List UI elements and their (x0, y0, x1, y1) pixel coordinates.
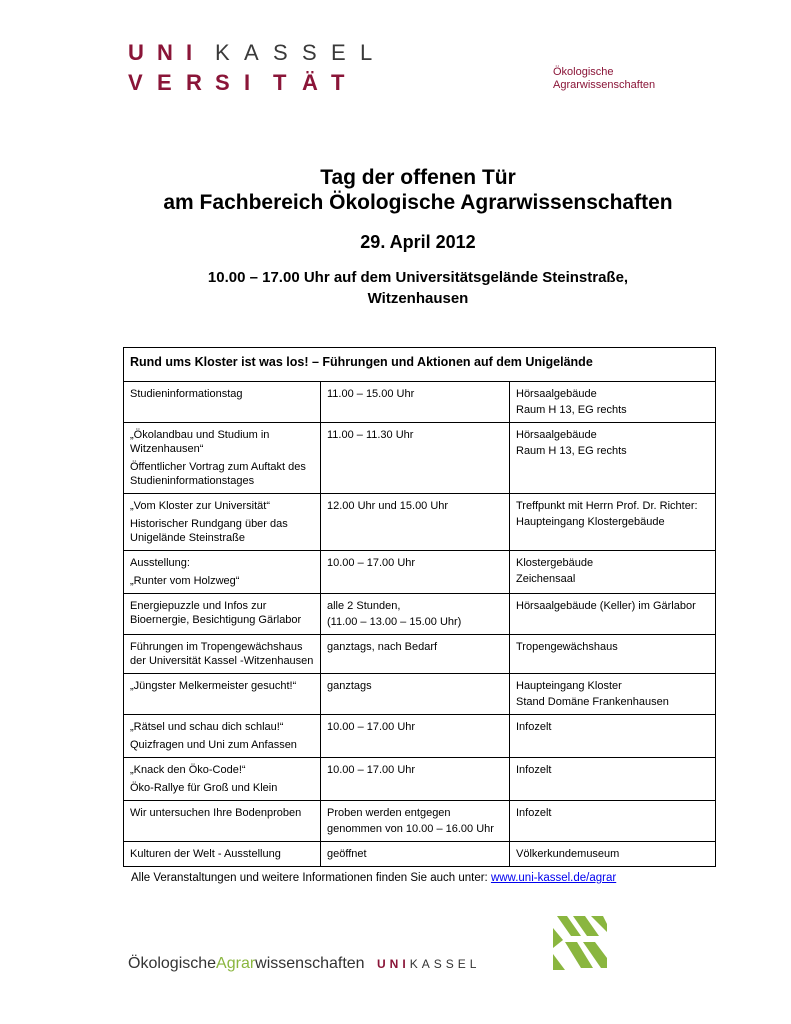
location-cell-line: Haupteingang Klostergebäude (516, 516, 665, 528)
leaf-logo-icon (551, 914, 609, 972)
logo-letter: A (244, 40, 259, 65)
table-row (124, 494, 716, 551)
website-link[interactable]: www.uni-kassel.de/agrar (490, 872, 617, 884)
table-header-row (124, 348, 716, 382)
location-cell-line: Hörsaalgebäude (516, 429, 597, 441)
activity-cell-line: „Jüngster Melkermeister gesucht!“ (130, 680, 297, 692)
logo-row-2 (128, 70, 360, 96)
location-cell-line: Infozelt (516, 807, 552, 819)
location-cell (510, 758, 716, 801)
logo-letter: S (302, 40, 317, 65)
activity-cell-line: „Vom Kloster zur Universität“ (130, 500, 270, 512)
activity-cell-line: Wir untersuchen Ihre Bodenproben (130, 807, 302, 819)
logo-letter: T (273, 70, 287, 95)
location-cell-line: Haupteingang Kloster (516, 680, 622, 692)
time-cell (321, 382, 510, 423)
time-cell (321, 715, 510, 758)
faculty-line-2: Agrarwissenschaften (553, 79, 656, 91)
location-cell (510, 551, 716, 594)
activity-cell-line: Studieninformationstag (130, 388, 243, 400)
activity-cell (124, 594, 321, 635)
table-row (124, 674, 716, 715)
faculty-footer-logo (128, 955, 480, 973)
time-cell (321, 674, 510, 715)
activity-cell (124, 842, 321, 867)
table-row (124, 758, 716, 801)
logo-letter: I (244, 70, 251, 95)
activity-cell-line: Öffentlicher Vortrag zum Auftakt des Studieninformationstages (130, 461, 306, 487)
location-cell-line: Völkerkundemuseum (516, 848, 620, 860)
activity-cell-line: „Runter vom Holzweg“ (130, 575, 240, 587)
time-cell (321, 758, 510, 801)
logo-letter: S (215, 70, 230, 95)
logo-kassel: KASSEL (409, 957, 481, 971)
footer-info (131, 872, 616, 884)
logo-letter: N (157, 40, 173, 65)
logo-row-1 (128, 40, 389, 66)
time-cell (321, 635, 510, 674)
activity-cell-line: Energiepuzzle und Infos zur Bioernergie, Besichtigung Gärlabor (130, 600, 302, 626)
page-subtitle: am Fachbereich Ökologische Agrarwissenschaften (163, 191, 673, 214)
time-cell-line: genommen von 10.00 – 16.00 Uhr (327, 823, 494, 835)
table-row (124, 842, 716, 867)
location-cell-line: Klostergebäude (516, 557, 594, 569)
time-cell-line: ganztags (327, 680, 372, 692)
page-title: Tag der offenen Tür (320, 166, 516, 189)
logo-letter: I (186, 40, 193, 65)
location-cell (510, 674, 716, 715)
activity-cell-line: Historischer Rundgang über das Unigelände Steinstraße (130, 518, 288, 544)
logo-letter: S (273, 40, 288, 65)
table-header: Rund ums Kloster ist was los! – Führungen und Aktionen auf dem Unigelände (124, 348, 716, 382)
location-cell (510, 494, 716, 551)
table-row (124, 551, 716, 594)
table-row (124, 423, 716, 494)
activity-cell-line: Öko-Rallye für Groß und Klein (130, 782, 278, 794)
faculty-name (553, 66, 655, 92)
activity-cell (124, 715, 321, 758)
faculty-line-1: Ökologische (553, 66, 614, 78)
activity-cell (124, 494, 321, 551)
logo-word-2: Agrar (216, 955, 256, 972)
time-cell-line: 11.00 – 11.30 Uhr (327, 429, 414, 441)
logo-word-3: wissenschaften (255, 955, 365, 972)
location-cell-line: Tropengewächshaus (516, 641, 618, 653)
table-row (124, 382, 716, 423)
logo-letter: E (157, 70, 172, 95)
activity-cell-line: Kulturen der Welt - Ausstellung (130, 848, 281, 860)
location-cell-line: Hörsaalgebäude (516, 388, 597, 400)
activity-cell (124, 551, 321, 594)
footer-text: Alle Veranstaltungen und weitere Informationen finden Sie auch unter: (131, 872, 491, 884)
activity-cell-line: „Ökolandbau und Studium in Witzenhausen“ (130, 429, 270, 455)
logo-word-1: Ökologische (128, 955, 217, 972)
event-date: 29. April 2012 (360, 232, 476, 252)
activity-cell-line: Führungen im Tropengewächshaus der Universität Kassel -Witzenhausen (130, 641, 314, 667)
activity-cell-line: „Knack den Öko-Code!“ (130, 764, 246, 776)
location-cell-line: Raum H 13, EG rechts (516, 445, 627, 457)
time-cell (321, 842, 510, 867)
location-cell-line: Raum H 13, EG rechts (516, 404, 627, 416)
activity-cell-line: Quizfragen und Uni zum Anfassen (130, 739, 297, 751)
time-cell (321, 423, 510, 494)
activity-cell-line: „Rätsel und schau dich schlau!“ (130, 721, 284, 733)
time-cell-line: geöffnet (327, 848, 367, 860)
logo-letter: K (215, 40, 230, 65)
time-cell (321, 801, 510, 842)
location-cell-line: Hörsaalgebäude (Keller) im Gärlabor (516, 600, 696, 612)
logo-letter: R (186, 70, 202, 95)
location-cell-line: Infozelt (516, 764, 552, 776)
activity-cell (124, 635, 321, 674)
activity-cell (124, 801, 321, 842)
logo-letter: U (128, 40, 144, 65)
activity-cell (124, 674, 321, 715)
time-cell (321, 594, 510, 635)
time-cell-line: 12.00 Uhr und 15.00 Uhr (327, 500, 449, 512)
logo-letter: Ä (302, 70, 318, 95)
location-cell (510, 423, 716, 494)
time-cell-line: (11.00 – 13.00 – 15.00 Uhr) (327, 616, 462, 628)
event-location-town: Witzenhausen (367, 290, 469, 307)
logo-letter: E (331, 40, 346, 65)
location-cell (510, 382, 716, 423)
uni-kassel-logo (128, 40, 388, 96)
time-cell (321, 551, 510, 594)
activity-cell (124, 382, 321, 423)
time-cell-line: 10.00 – 17.00 Uhr (327, 721, 416, 733)
location-cell (510, 801, 716, 842)
time-cell-line: Proben werden entgegen (327, 807, 451, 819)
time-cell-line: ganztags, nach Bedarf (327, 641, 438, 653)
location-cell (510, 842, 716, 867)
table-row (124, 594, 716, 635)
location-cell-line: Zeichensaal (516, 573, 576, 585)
location-cell-line: Stand Domäne Frankenhausen (516, 696, 669, 708)
program-table (123, 347, 716, 867)
logo-letter: L (360, 40, 373, 65)
logo-letter: V (128, 70, 143, 95)
time-cell-line: 10.00 – 17.00 Uhr (327, 764, 416, 776)
location-cell (510, 635, 716, 674)
time-cell (321, 494, 510, 551)
time-cell-line: 11.00 – 15.00 Uhr (327, 388, 415, 400)
time-cell-line: 10.00 – 17.00 Uhr (327, 557, 416, 569)
table-row (124, 635, 716, 674)
activity-cell (124, 423, 321, 494)
table-row (124, 801, 716, 842)
logo-uni: UNI (377, 957, 410, 971)
location-cell-line: Treffpunkt mit Herrn Prof. Dr. Richter: (516, 500, 698, 512)
activity-cell-line: Ausstellung: (130, 557, 190, 569)
logo-letter: T (331, 70, 345, 95)
activity-cell (124, 758, 321, 801)
location-cell (510, 594, 716, 635)
location-cell-line: Infozelt (516, 721, 552, 733)
location-cell (510, 715, 716, 758)
time-cell-line: alle 2 Stunden, (327, 600, 401, 612)
event-time-location: 10.00 – 17.00 Uhr auf dem Universitätsgelände Steinstraße, (207, 269, 629, 286)
table-row (124, 715, 716, 758)
